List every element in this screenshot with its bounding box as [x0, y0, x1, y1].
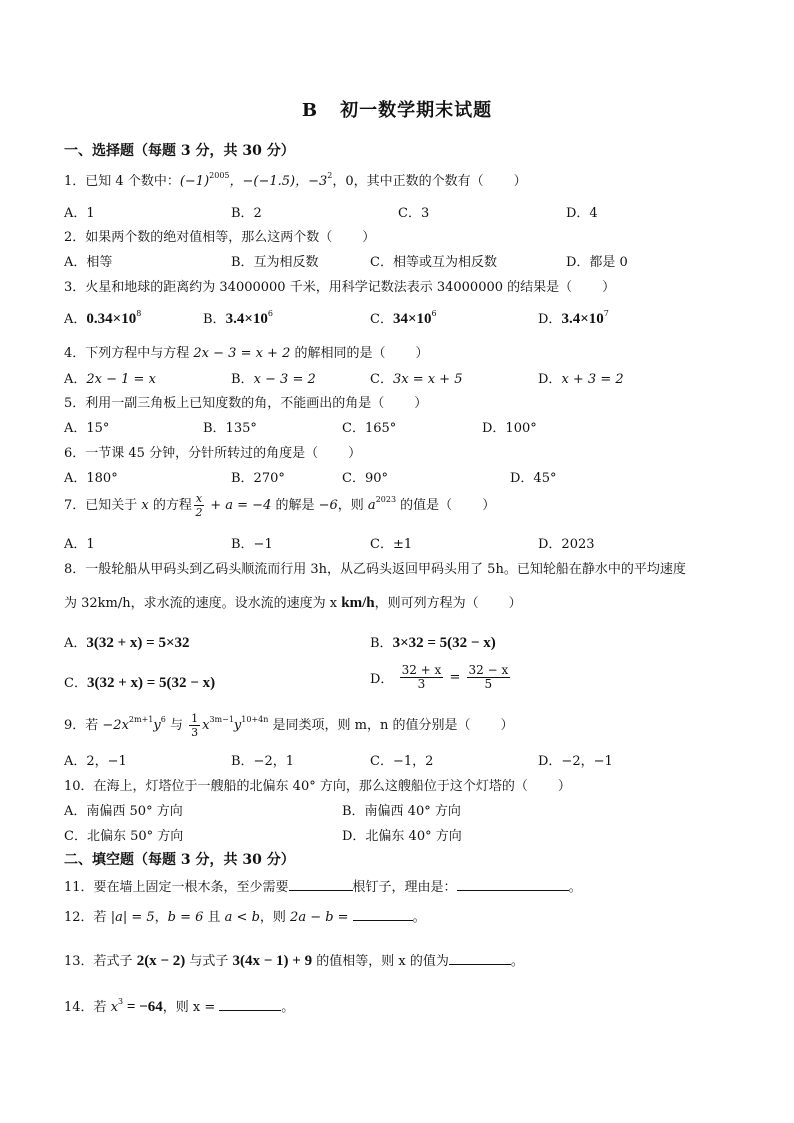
q2-option-c[interactable]: C．相等或互为相反数	[370, 255, 497, 270]
answer-blank[interactable]	[353, 908, 413, 921]
question-4: 4．下列方程中与方程 2x − 3 = x + 2 的解相同的是（ ）	[64, 346, 429, 361]
q10-option-c[interactable]: C．北偏东 50° 方向	[64, 829, 184, 844]
q5-option-b[interactable]: B．135°	[203, 421, 257, 436]
question-10: 10．在海上，灯塔位于一艘船的北偏东 40° 方向，那么这艘船位于这个灯塔的（ ）	[64, 779, 571, 794]
question-3: 3．火星和地球的距离约为 34000000 千米，用科学记数法表示 34000000 的结果是（ ）	[64, 280, 616, 295]
q8-option-a[interactable]: A．3(32 + x) = 5×32	[64, 635, 190, 651]
question-8-line-1: 8．一般轮船从甲码头到乙码头顺流而行用 3h，从乙码头返回甲码头用了 5h。已知轮船在静水中的平均速度	[64, 562, 686, 577]
q3-option-c[interactable]: C．$34\times 10^6$	[370, 309, 437, 327]
fraction: $\frac{x}{2}$	[195, 492, 203, 519]
q8-option-b[interactable]: B．3×32 = 5(32 − x)	[370, 635, 496, 651]
q6-option-a[interactable]: A．180°	[64, 471, 118, 486]
answer-blank[interactable]	[457, 878, 569, 891]
q9-option-b[interactable]: B．−2，1	[231, 754, 294, 769]
q5-option-d[interactable]: D．100°	[482, 421, 537, 436]
q8-option-c[interactable]: C．3(32 + x) = 5(32 − x)	[64, 675, 216, 691]
q2-option-a[interactable]: A．相等	[64, 255, 113, 270]
q4-option-c[interactable]: C．3x = x + 5	[370, 372, 463, 387]
q7-option-a[interactable]: A．1	[64, 537, 95, 552]
q7-option-c[interactable]: C．±1	[370, 537, 413, 552]
question-5: 5．利用一副三角板上已知度数的角，不能画出的角是（ ）	[64, 396, 428, 411]
q1-option-a[interactable]: A．1	[64, 206, 95, 221]
q5-option-c[interactable]: C．165°	[342, 421, 397, 436]
q6-option-c[interactable]: C．90°	[342, 471, 388, 486]
answer-blank[interactable]	[289, 878, 353, 891]
q1-option-b[interactable]: B．2	[231, 206, 262, 221]
answer-blank[interactable]	[449, 952, 511, 965]
q2-option-d[interactable]: D．都是 0	[566, 255, 628, 270]
question-9: 9．若 $-2x^{2m+1}y^6$ 与 $\frac{1}{3}$ $x^{3m-1}y^{10+4n}$ 是同类项，则 m，n 的值分别是（ ）	[64, 712, 514, 739]
section-fill-heading: 二、填空题（每题 3 分，共 30 分）	[64, 852, 295, 868]
question-2: 2．如果两个数的绝对值相等，那么这两个数（ ）	[64, 230, 376, 245]
q4-option-d[interactable]: D．x + 3 = 2	[538, 372, 624, 387]
q7-option-b[interactable]: B．−1	[231, 537, 273, 552]
page-title: B 初一数学期末试题	[301, 100, 493, 121]
question-12: 12．若 |a| = 5，b = 6 且 a < b，则 2a − b = 。	[64, 910, 426, 925]
question-11: 11．要在墙上固定一根木条，至少需要 根钉子，理由是： 。	[64, 880, 582, 895]
section-choice-heading: 一、选择题（每题 3 分，共 30 分）	[64, 143, 295, 159]
question-8-line-2: 为 32km/h，求水流的速度。设水流的速度为 x km/h，则可列方程为（ ）	[64, 595, 522, 611]
q3-option-b[interactable]: B．$3.4\times 10^6$	[203, 309, 273, 327]
question-14: 14．若 $x^3 = -64$，则 x = 。	[64, 997, 295, 1015]
question-1: 1．已知 4 个数中：$(-1)^{2005}$，−(−1.5)，$-3^2$，0，其中正数的个数有（ ）	[64, 171, 527, 189]
q6-option-d[interactable]: D．45°	[510, 471, 557, 486]
q9-option-a[interactable]: A．2，−1	[64, 754, 127, 769]
q10-option-d[interactable]: D．北偏东 40° 方向	[342, 829, 462, 844]
q9-option-d[interactable]: D．−2，−1	[538, 754, 613, 769]
q10-option-a[interactable]: A．南偏西 50° 方向	[64, 804, 183, 819]
q6-option-b[interactable]: B．270°	[231, 471, 285, 486]
question-6: 6．一节课 45 分钟，分针所转过的角度是（ ）	[64, 446, 362, 461]
q1-option-c[interactable]: C．3	[398, 206, 430, 221]
q4-option-a[interactable]: A．2x − 1 = x	[64, 372, 156, 387]
q9-option-c[interactable]: C．−1，2	[370, 754, 434, 769]
q1-option-d[interactable]: D．4	[566, 206, 598, 221]
question-13: 13．若式子 2(x − 2) 与式子 3(4x − 1) + 9 的值相等，则 x 的值为 。	[64, 953, 524, 969]
q3-option-a[interactable]: A．$0.34\times 10^8$	[64, 309, 142, 327]
q8-option-d[interactable]: D． $\frac{32 + x}{3}$ = $\frac{32 - x}{5}$	[370, 663, 509, 691]
q5-option-a[interactable]: A．15°	[64, 421, 110, 436]
q3-option-d[interactable]: D．$3.4\times 10^7$	[538, 309, 609, 327]
q7-option-d[interactable]: D．2023	[538, 537, 595, 552]
q2-option-b[interactable]: B．互为相反数	[231, 255, 319, 270]
q4-option-b[interactable]: B．x − 3 = 2	[231, 372, 316, 387]
q10-option-b[interactable]: B．南偏西 40° 方向	[342, 804, 461, 819]
answer-blank[interactable]	[219, 998, 281, 1011]
question-7: 7．已知关于 x 的方程 $\frac{x}{2}$ + a = −4 的解是 −6，则 $a^{2023}$ 的值是（ ）	[64, 492, 496, 519]
